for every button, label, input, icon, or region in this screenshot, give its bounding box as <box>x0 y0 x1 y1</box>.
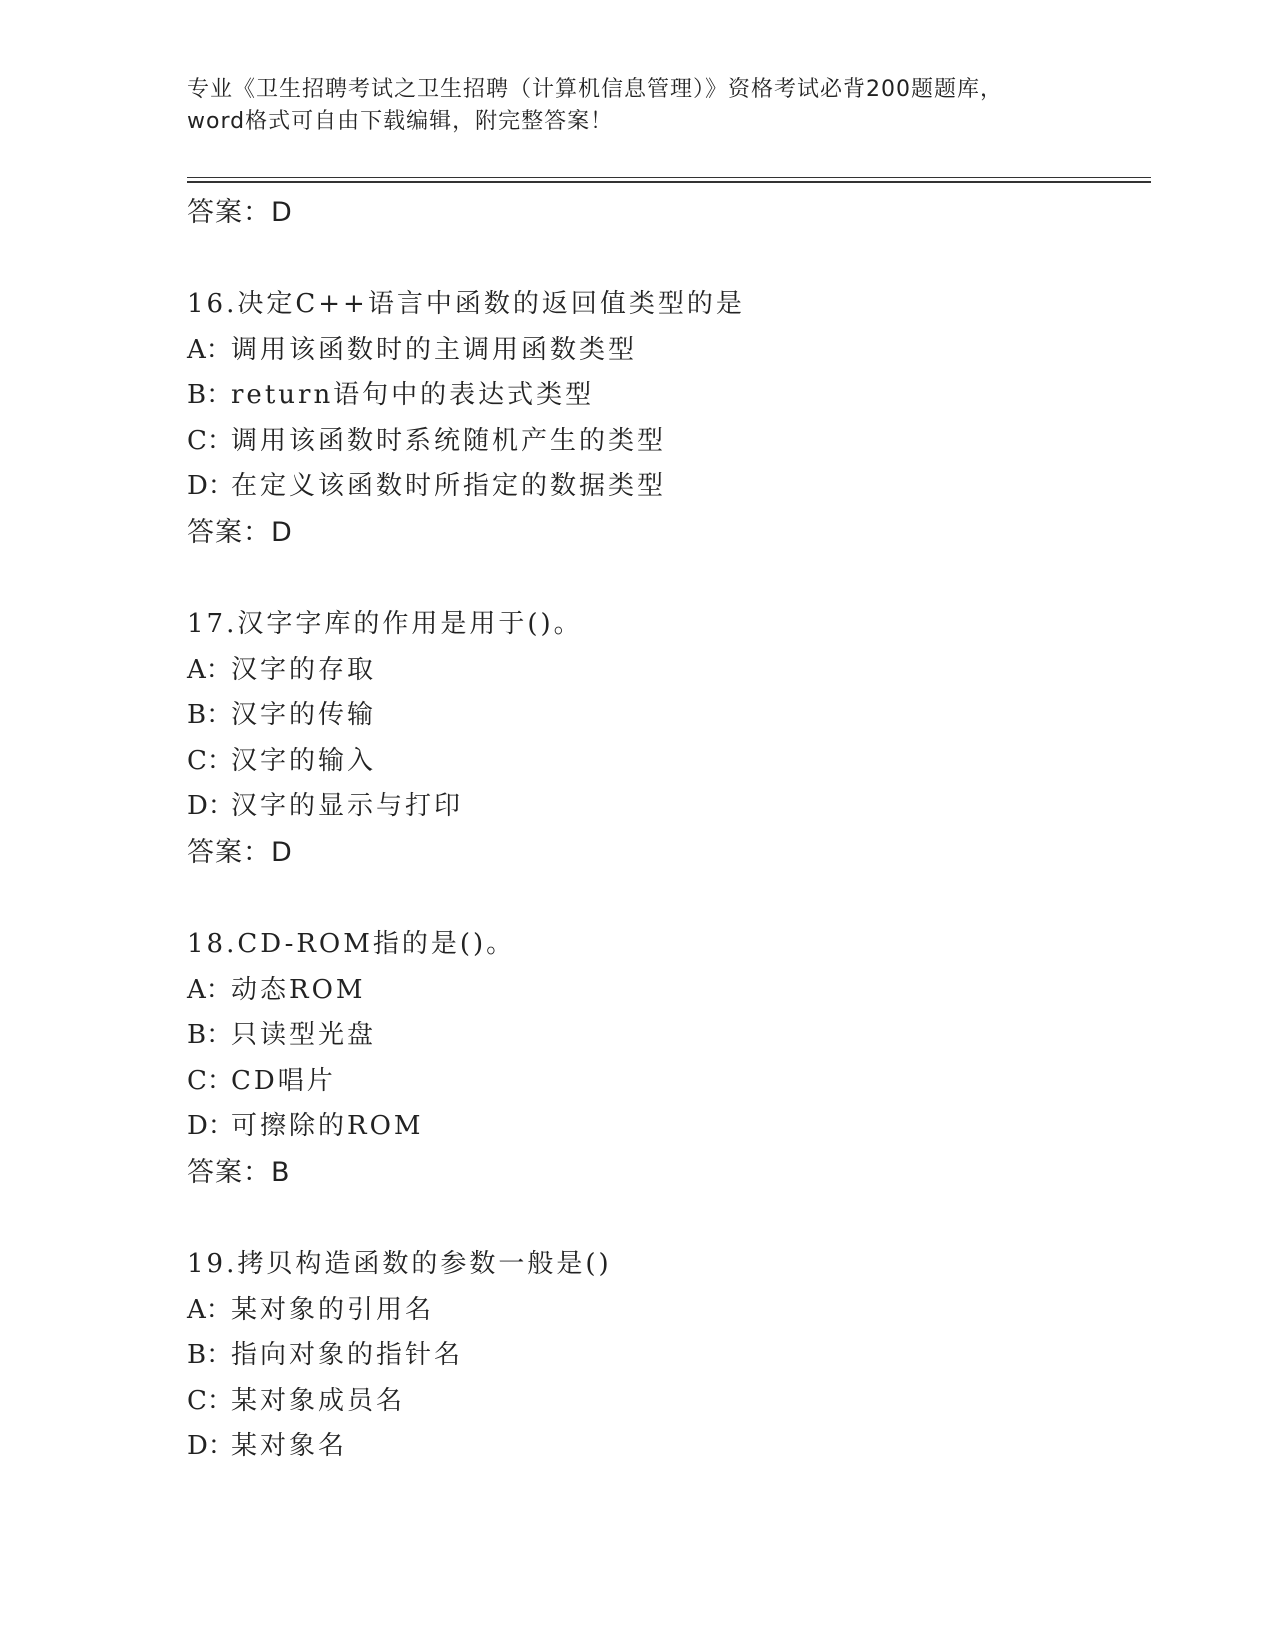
option-text: 只读型光盘 <box>231 1020 377 1051</box>
option-key: C： <box>187 745 233 776</box>
option-text: 汉字的显示与打印 <box>231 791 464 822</box>
option-b <box>187 373 1137 419</box>
option-text: 可擦除的ROM <box>231 1111 424 1142</box>
option-text: 某对象的引用名 <box>231 1294 435 1325</box>
header-rule-thin <box>187 177 1151 178</box>
option-text: 指向对象的指针名 <box>231 1340 464 1371</box>
option-key: D： <box>187 1111 234 1142</box>
question-list <box>187 190 1137 1470</box>
option-key: B： <box>187 1020 233 1051</box>
answer-line: 答案：B <box>187 1156 291 1188</box>
question-17 <box>187 602 1137 876</box>
question-title: 18.CD-ROM指的是()。 <box>187 928 516 959</box>
header-line-2: word格式可自由下载编辑，附完整答案！ <box>187 109 614 134</box>
option-a <box>187 648 1137 694</box>
option-key: D： <box>187 1431 234 1462</box>
option-text: CD唱片 <box>231 1065 336 1096</box>
question-18 <box>187 922 1137 1196</box>
option-text: 某对象名 <box>231 1431 348 1462</box>
option-a <box>187 1288 1137 1334</box>
option-text: 汉字的输入 <box>231 745 377 776</box>
option-c <box>187 419 1137 465</box>
question-title: 17.汉字字库的作用是用于()。 <box>187 608 583 639</box>
option-text: 某对象成员名 <box>231 1385 406 1416</box>
option-text: 调用该函数时的主调用函数类型 <box>231 334 638 365</box>
option-b <box>187 1013 1137 1059</box>
option-key: B： <box>187 700 233 731</box>
option-a <box>187 968 1137 1014</box>
option-d <box>187 1104 1137 1150</box>
option-key: C： <box>187 425 233 456</box>
option-key: A： <box>187 1294 232 1325</box>
option-b <box>187 693 1137 739</box>
option-key: D： <box>187 791 234 822</box>
option-d <box>187 464 1137 510</box>
question-title: 16.决定C++语言中函数的返回值类型的是 <box>187 289 745 319</box>
option-key: B： <box>187 380 233 411</box>
option-c <box>187 1059 1137 1105</box>
option-text: 调用该函数时系统随机产生的类型 <box>231 425 667 456</box>
option-key: C： <box>187 1065 233 1096</box>
option-d <box>187 1424 1137 1470</box>
option-text: return语句中的表达式类型 <box>231 380 595 411</box>
answer-line: 答案：D <box>187 836 293 868</box>
answer-line: 答案：D <box>187 516 293 548</box>
question-19 <box>187 1242 1137 1470</box>
option-c <box>187 1379 1137 1425</box>
header-rule-thick <box>187 181 1151 183</box>
option-key: A： <box>187 654 232 685</box>
option-key: A： <box>187 334 232 365</box>
option-key: D： <box>187 471 234 502</box>
answer-line: 答案：D <box>187 197 293 228</box>
document-header <box>187 74 1087 138</box>
question-16 <box>187 282 1137 556</box>
option-d <box>187 784 1137 830</box>
option-a <box>187 328 1137 374</box>
option-key: B： <box>187 1340 233 1371</box>
option-b <box>187 1333 1137 1379</box>
option-c <box>187 739 1137 785</box>
header-line-1: 专业《卫生招聘考试之卫生招聘（计算机信息管理）》资格考试必背200题题库， <box>187 77 1003 102</box>
option-text: 在定义该函数时所指定的数据类型 <box>231 471 667 502</box>
question-title: 19.拷贝构造函数的参数一般是() <box>187 1248 612 1279</box>
option-key: C： <box>187 1385 233 1416</box>
option-key: A： <box>187 974 232 1005</box>
option-text: 动态ROM <box>231 974 366 1005</box>
option-text: 汉字的存取 <box>231 654 377 685</box>
option-text: 汉字的传输 <box>231 700 377 731</box>
